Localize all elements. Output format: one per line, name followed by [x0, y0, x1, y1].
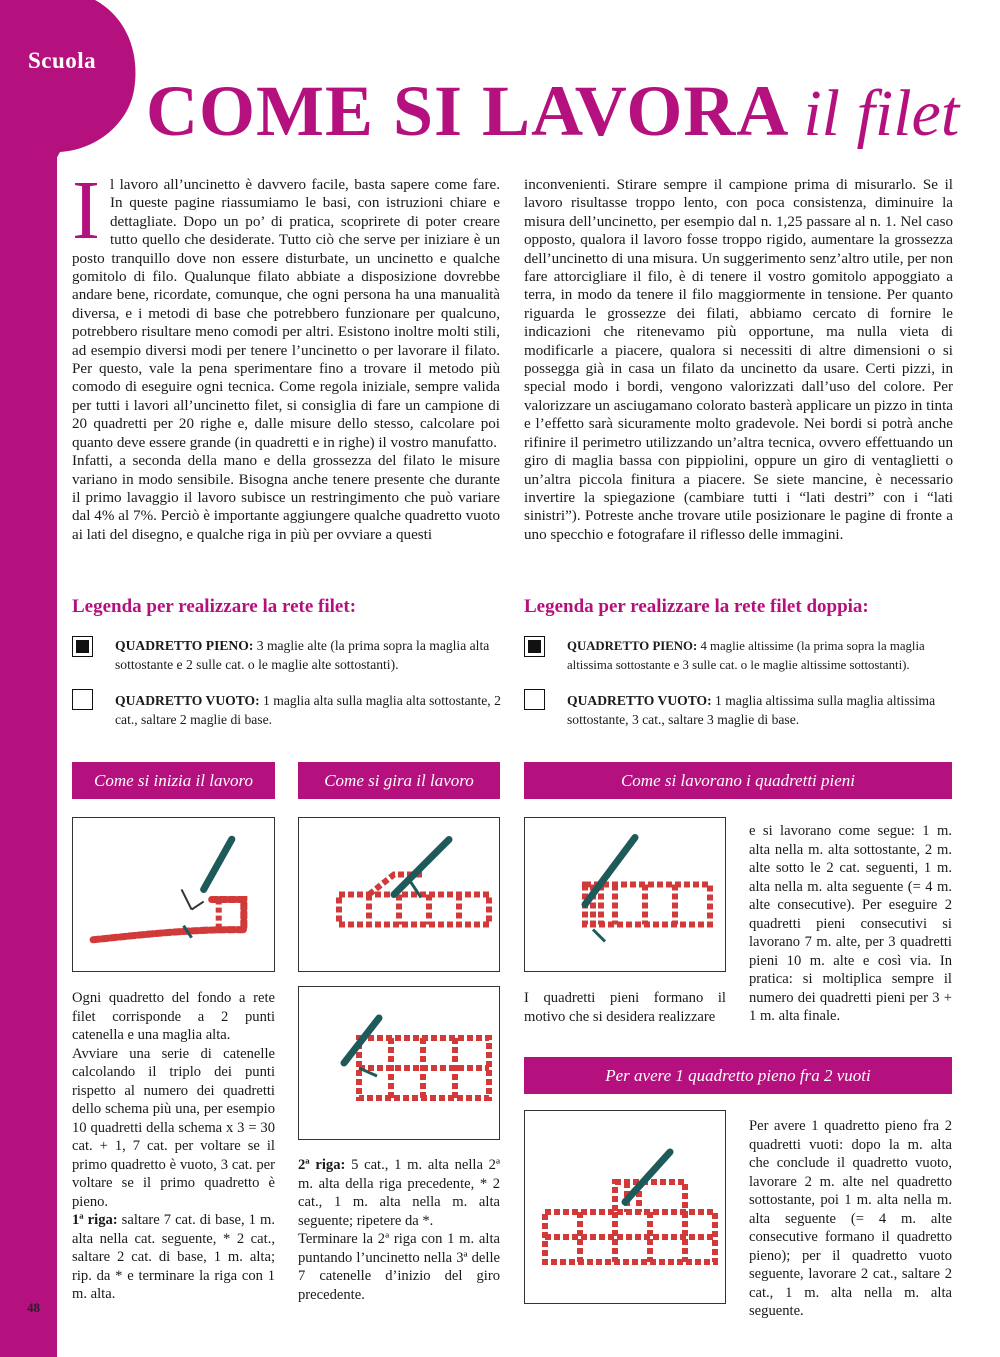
crochet-full-squares-illustration [524, 817, 726, 972]
pieni-caption: I quadretti pieni formano il motivo che si desidera realizzare [524, 990, 726, 1025]
section-bar-pieno-fra: Per avere 1 quadretto pieno fra 2 vuoti [524, 1057, 952, 1094]
section-bar-pieni: Come si lavorano i quadretti pieni [524, 762, 952, 799]
legend-label: QUADRETTO PIENO: [567, 639, 698, 653]
legend-label: QUADRETTO PIENO: [115, 638, 254, 653]
full-square-icon [72, 636, 93, 657]
dropcap: I [72, 164, 100, 257]
legend-label: QUADRETTO VUOTO: [115, 693, 260, 708]
legend-label: QUADRETTO VUOTO: [567, 693, 712, 708]
legend-double-empty [567, 692, 953, 729]
pieni-text: e si lavorano come segue: 1 m. alta nella m. alta sottostante, 2 m. alte sotto le 2 cat. seguenti, 1 m. alta nella m. alta seguente (= 4 m. alte consecutive). Per eseguire 2 quadretti pieni consecutivi si lavorano 7 m. alte, per 3 quadretti pieni 10 m. alte e così via. In pratica: si moltiplica sempre il numero dei quadretti pieni per 3 + 1 m. alta finale. [749, 823, 952, 1024]
legend-text: 1 maglia alta sulla maglia alta sottostante, 2 cat., saltare 2 maglie di base. [115, 693, 501, 727]
section-bar-gira: Come si gira il lavoro [298, 762, 500, 799]
inizia-text [72, 989, 275, 1304]
intro-paragraph-1 [72, 164, 500, 452]
inizia-paragraph-2: Avviare una serie di catenelle calcolando il triplo dei punti rispetto al numero dei quadretti dello schema più una, per esempio 10 quadretti della schema x 3 = 30 cat. + 1, 7 cat. per voltare se il primo quadretto è vuoto, 3 cat. per voltare se il primo quadretto è pieno. [72, 1045, 275, 1210]
riga2-extra: Terminare la 2ª riga con 1 m. alta puntando l’uncinetto nella 3ª delle 7 catenelle d’inizio del giro precedente. [298, 1231, 500, 1303]
empty-square-icon [524, 689, 545, 710]
crochet-full-between-empty-illustration [524, 1110, 726, 1304]
intro-text-1: l lavoro all’uncinetto è davvero facile, basta sapere come fare. In queste pagine riassumiamo le basi, con istruzioni chiare e dettagliate. Dopo un po’ di pratica, scoprirete di poter creare tutto quello che desiderate. Tutto ciò che serve per iniziare è un posto tranquillo dove non essere disturbate, un uncinetto e qualche gomitolo di filo. Qualunque filato abbiate a disposizione dovrebbe andare bene, ricordate, comunque, che ogni persona ha una manualità diversa, e i metodi di base che potrebbero funzionare per qualcuno, potrebbero risultare meno comodi per altri. Esistono inoltre molti stili, ad esempio diversi modi per tenere l’uncinetto o per lavorare il filato. Per questo, vale la pena sperimentare fino a trovare il metodo più comodo di eseguire ogni tecnica. Come regola iniziale, sempre valida per tutti i lavori all’uncinetto filet, si consiglia di fare un campione di 20 quadretti per 20 righe e, dalle misure dello stesso, calcolare poi quanto deve essere grande (in quadretti e in righe) il vostro manufatto. [72, 177, 500, 451]
intro-paragraph-2: Infatti, a seconda della mano e della grossezza del filato le misure variano in modo sensibile. Bisogna anche tenere presente che durante il primo lavaggio il lavoro subisce un restringimento che può variare dal 4% al 7%. Perciò è importante aggiungere qualche quadretto vuoto ai lati del disegno, e qualche riga in più per ovviare a questi [72, 453, 500, 543]
crochet-chain-illustration [72, 817, 275, 972]
inizia-riga1 [72, 1211, 275, 1304]
riga1-text: saltare 7 cat. di base, 1 m. alta nella cat. seguente, * 2 cat., saltare 2 cat. di base, 1 m. alta; rip. da * e terminare la riga con 1 m. alta. [72, 1212, 275, 1302]
legend-text: 4 maglie altissime (la prima sopra la maglia altissima sottostante e 3 sulle cat. o le maglie altissime sottostanti). [567, 639, 925, 672]
intro-column-2 [524, 176, 953, 544]
legend-double-title: Legenda per realizzare la rete filet doppia: [524, 596, 869, 617]
legend-double-full [567, 637, 957, 674]
section-label: Scuola [28, 48, 97, 73]
legend-text: 3 maglie alte (la prima sopra la maglia alta sottostante e 2 sulle cat. o le maglie alte sottostanti). [115, 638, 490, 672]
legend-text: 1 maglia altissima sulla maglia altissima sottostante, 3 cat., saltare 3 maglie di base. [567, 693, 936, 727]
section-bar-inizia: Come si inizia il lavoro [72, 762, 275, 799]
left-accent-bar [0, 0, 57, 1357]
intro-column-1 [72, 164, 500, 544]
pieno-fra-text: Per avere 1 quadretto pieno fra 2 quadretti vuoti: dopo la m. alta che conclude il quadretto vuoto, lavorare 2 m. alte nel quadretto sottostante, poi 1 m. alta nella m. alta seguente (= 4 m. alte consecutive formano il quadretto pieno); per il quadretto vuoto seguente, lavorare 2 cat., saltare 2 cat., 1 m. alta nella m. alta seguente. [749, 1118, 952, 1319]
riga2-label: 2ª riga: [298, 1157, 346, 1173]
gira-text [298, 1156, 500, 1304]
title-main-text: COME SI LAVORA [146, 71, 790, 151]
intro-paragraph-3: inconvenienti. Stirare sempre il campione prima di misurarlo. Se il lavoro risultasse troppo lento, con poca consistenza, diminuire la misura dell’uncinetto, per esempio dal n. 1,25 passare al n. 1. Nel caso opposto, qualora il lavoro fosse troppo rigido, aumentare la grossezza dell’uncinetto di una misura. Un suggerimento senz’altro utile, per non fare attorcigliare il filo, è di tenere il vostro gomitolo appoggiato a terra, in modo da tenere il filo maggiormente in tensione. Per quanto riguarda le grossezze dei filati, abbiamo cercato di fornire le indicazioni che ritenevamo più opportune, ma nulla vieta di modificarle a piacere, qualora si necessiti di altre dimensioni o si possegga già in casa un filato da uncinetto da usare. Certi pizzi, in special modo i bordi, vengono valorizzati dall’uso del colore. Per valorizzare un asciugamano colorato basterà applicare un pizzo in tinta e l’effetto sarà sicuramente molto gradevole. Nei bordi si potrà anche rifinire il perimetro utilizzando un’altra tecnica, ovvero effettuando un giro di maglia bassa con pippiolini, oppure un giro di ventaglietti o un’altra piccola finitura a piacere. Se siete mancine, è necessario invertire la spiegazione (cambiare tutti i “lati destri” con i “lati sinistri”). Potreste anche trovare utile posizionare le pagine di fronte a uno specchio e fotografare il riflesso delle immagini. [524, 177, 953, 543]
section-tab-shape [0, 0, 140, 185]
empty-square-icon [72, 689, 93, 710]
legend-single-empty [115, 692, 501, 729]
legend-single-full [115, 637, 501, 674]
full-square-icon [524, 636, 545, 657]
riga2-paragraph [298, 1156, 500, 1230]
riga2-text: 5 cat., 1 m. alta nella 2ª m. alta della riga precedente, * 2 cat., 1 m. alta nella m. alta seguente; ripetere da *. [298, 1157, 500, 1229]
legend-single-title: Legenda per realizzare la rete filet: [72, 596, 357, 617]
title-italic-text: il filet [803, 77, 960, 150]
inizia-paragraph-1: Ogni quadretto del fondo a rete filet corrisponde a 2 punti catenella e una maglia alta. [72, 990, 275, 1043]
page-number: 48 [27, 1300, 40, 1315]
riga1-label: 1ª riga: [72, 1212, 118, 1228]
crochet-turn-illustration [298, 817, 500, 972]
crochet-second-row-illustration [298, 986, 500, 1140]
page-title [146, 66, 959, 159]
